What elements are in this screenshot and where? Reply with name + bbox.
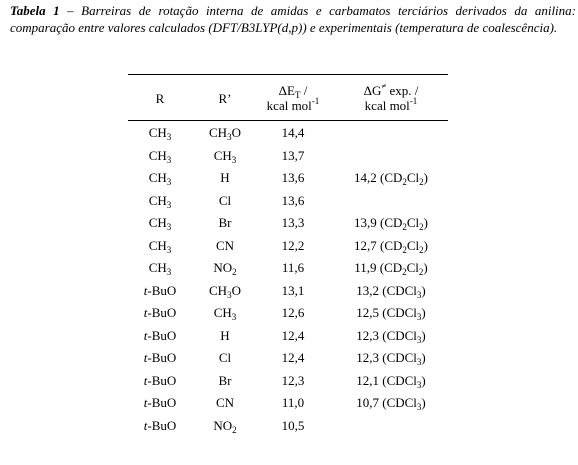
cell-r: $CH_3$ — [148, 237, 172, 255]
cell-r: $CH_3$ — [148, 125, 172, 142]
cell-exp: 11,9 $(CD_2Cl_2)$ — [354, 260, 428, 277]
cell-r: $CH_3$ — [148, 260, 172, 277]
cell-rprime: $CH_3O$ — [209, 282, 241, 300]
cell-r: t-BuO — [143, 395, 177, 410]
caption-text: – Barreiras de rotação interna de amidas e carbamatos terciários derivados da anilina: comparação entre valores calculados (DFT/B3LYP(d,p)) e experimentais (temperatura de coalescência). — [10, 3, 576, 35]
header-exp: ΔG≠ exp. / kcal mol$^{-1}$ — [363, 81, 419, 113]
cell-rprime: Br — [218, 215, 232, 230]
cell-calc: 13,6 — [281, 192, 305, 208]
cell-calc: 13,3 — [281, 215, 305, 230]
cell-rprime: CN — [215, 237, 235, 253]
cell-rprime: Br — [218, 372, 232, 388]
cell-calc: 14,4 — [281, 125, 305, 140]
cell-r: $CH_3$ — [148, 215, 172, 232]
cell-r: t-BuO — [143, 350, 177, 365]
cell-calc: 13,1 — [281, 282, 305, 298]
cell-exp: 13,2 (CDCl$_3$) — [356, 282, 426, 300]
cell-calc: 11,6 — [281, 260, 305, 275]
table-caption — [10, 2, 576, 36]
cell-r: t-BuO — [143, 372, 177, 388]
cell-rprime: Cl — [218, 350, 232, 365]
cell-calc: 12,4 — [281, 327, 305, 343]
cell-exp: 14,2 $(CD_2Cl_2)$ — [353, 170, 429, 187]
header-rprime: R’ — [218, 91, 232, 106]
header-rule — [128, 120, 448, 121]
cell-exp: 12,3 (CDCl$_3$) — [356, 327, 426, 345]
cell-calc: 11,0 — [281, 395, 305, 410]
cell-calc: 13,6 — [281, 170, 305, 185]
cell-r: t-BuO — [143, 417, 177, 433]
cell-r: t-BuO — [143, 282, 177, 298]
cell-calc: 12,6 — [281, 305, 305, 320]
cell-r: $CH_3$ — [148, 170, 172, 187]
header-calc: $\Delta E_T$ / kcal mol$^{-1}$ — [266, 83, 320, 113]
cell-r: t-BuO — [143, 305, 177, 320]
cell-exp: 13,9 $(CD_2Cl_2)$ — [353, 215, 429, 232]
cell-exp: 12,1 (CDCl$_3$) — [356, 372, 426, 390]
cell-calc: 13,7 — [281, 147, 305, 163]
cell-r: t-BuO — [143, 327, 177, 343]
top-rule — [128, 74, 448, 75]
cell-r: $CH_3$ — [148, 147, 172, 165]
cell-exp: 12,7 $(CD_2Cl_2)$ — [353, 237, 429, 255]
cell-rprime: H — [220, 170, 230, 185]
cell-exp: 10,7 (CDCl$_3$) — [356, 395, 426, 412]
cell-rprime: $CH_3O$ — [209, 125, 241, 142]
cell-rprime: $NO_2$ — [213, 260, 237, 277]
cell-rprime: $CH_3$ — [213, 147, 237, 165]
cell-exp: 12,3 (CDCl$_3$) — [356, 350, 426, 367]
cell-rprime: $NO_2$ — [213, 417, 237, 435]
cell-rprime: Cl — [218, 192, 232, 208]
cell-rprime: H — [220, 327, 230, 343]
cell-rprime: $CH_3$ — [213, 305, 237, 322]
cell-calc: 12,3 — [281, 372, 305, 388]
caption-lead: Tabela 1 — [10, 3, 60, 18]
cell-calc: 12,2 — [281, 237, 305, 253]
header-r: R — [155, 91, 165, 106]
cell-rprime: CN — [215, 395, 235, 410]
cell-calc: 12,4 — [281, 350, 305, 365]
cell-exp: 12,5 (CDCl$_3$) — [356, 305, 426, 322]
cell-calc: 10,5 — [281, 417, 305, 433]
cell-r: $CH_3$ — [148, 192, 172, 210]
